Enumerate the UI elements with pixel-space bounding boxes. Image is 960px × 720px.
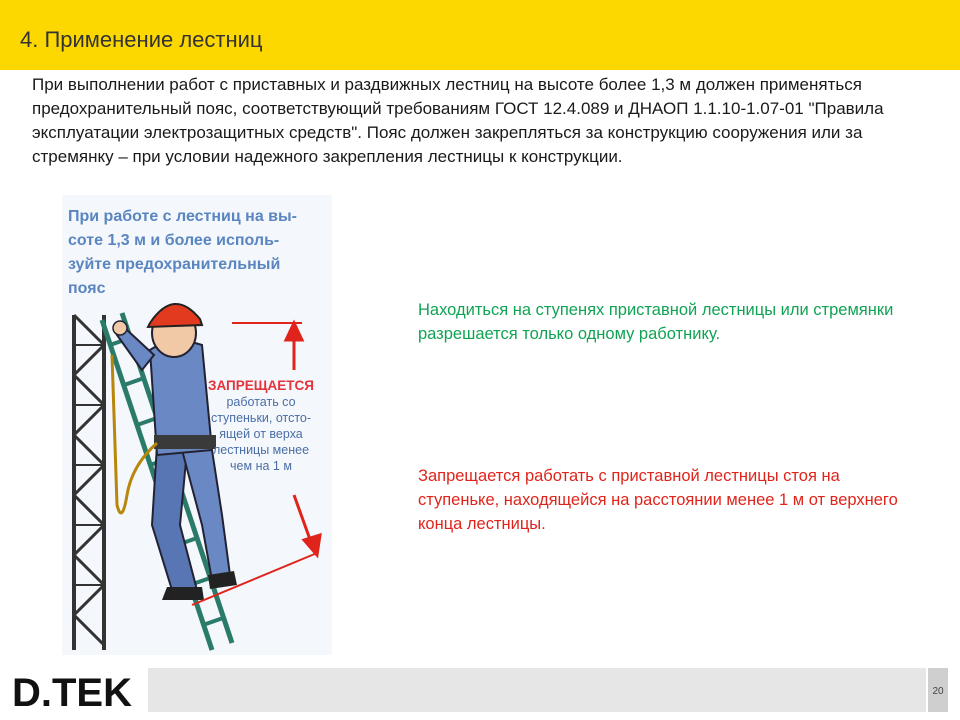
footer-bar bbox=[148, 668, 926, 712]
poster-warning-line: ступеньки, отсто- bbox=[210, 411, 312, 425]
dtek-logo bbox=[10, 668, 140, 714]
poster-warning bbox=[196, 378, 326, 474]
poster-caption-line: соте 1,3 м и более исполь- bbox=[68, 232, 280, 249]
poster-caption-line: При работе с лестниц на вы- bbox=[68, 208, 297, 225]
poster-warning-title: ЗАПРЕЩАЕТСЯ bbox=[208, 378, 314, 393]
poster-warning-line: ящей от верха bbox=[219, 427, 303, 441]
poster-warning-line: чем на 1 м bbox=[230, 459, 292, 473]
poster-warning-line: работать со bbox=[226, 395, 296, 409]
poster-caption bbox=[68, 205, 330, 301]
intro-paragraph: При выполнении работ с приставных и раздвижных лестниц на высоте более 1,3 м должен применяться предохранительный пояс, соответствующий требованиям ГОСТ 12.4.089 и ДНАОП 1.1.10-1.07-01 "Правила эксплуатации электрозащитных средств". Пояс должен закрепляться за конструкцию сооружения или за стремянку – при условии надежного закрепления лестницы к конструкции. bbox=[32, 75, 884, 166]
poster-caption-line: зуйте предохранительный bbox=[68, 256, 281, 273]
page-number: 20 bbox=[932, 686, 944, 697]
slide-title: 4. Применение лестниц bbox=[20, 27, 263, 52]
poster-warning-line: лестницы менее bbox=[212, 443, 310, 457]
note-one-worker: Находиться на ступенях приставной лестницы или стремянки разрешается только одному работнику. bbox=[418, 301, 894, 343]
svg-text:D.TEK: D.TEK bbox=[12, 671, 132, 714]
poster-caption-line: пояс bbox=[68, 280, 106, 297]
note-prohibition: Запрещается работать с приставной лестницы стоя на ступеньке, находящейся на расстоянии менее 1 м от верхнего конца лестницы. bbox=[418, 467, 898, 533]
